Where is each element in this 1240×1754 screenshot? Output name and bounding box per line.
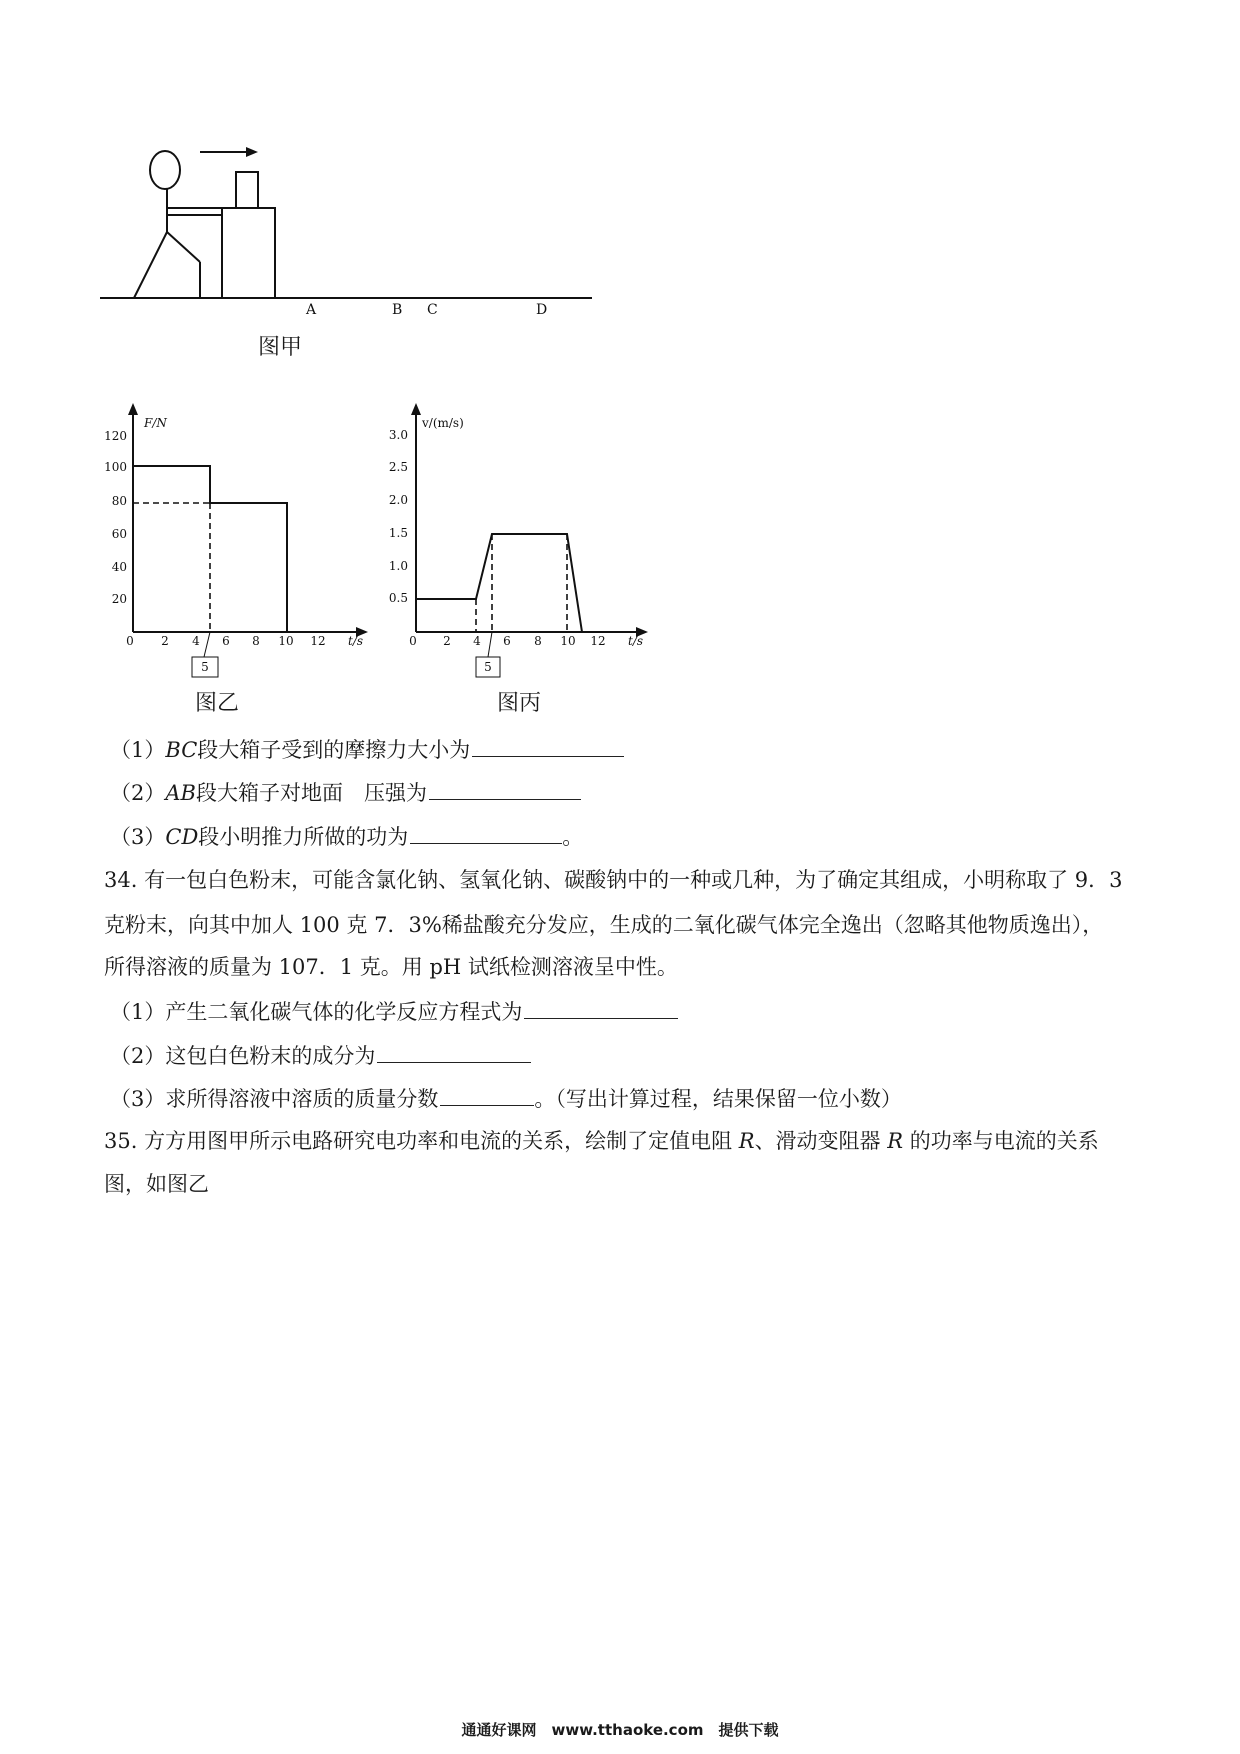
x-tick: 12 <box>310 634 326 648</box>
x-axis-label: t/s <box>348 634 364 648</box>
q34-line2: 克粉末，向其中加人 100 克 7．3%稀盐酸充分发应，生成的二氧化碳气体完全逸出（忽略其他物质逸出）， <box>104 913 1104 937</box>
x-tick: 6 <box>222 634 230 648</box>
x-tick: 4 <box>192 634 200 648</box>
point-a-label: A <box>306 302 317 318</box>
answer-blank[interactable] <box>440 1087 534 1106</box>
answer-blank[interactable] <box>429 781 581 800</box>
y-tick: 60 <box>111 527 127 541</box>
answer-blank[interactable] <box>377 1044 531 1063</box>
q34-line3: 所得溶液的质量为 107．1 克。用 pH 试纸检测溶液呈中性。 <box>104 955 678 979</box>
q34-line1: 34. 有一包白色粉末，可能含氯化钠、氢氧化钠、碳酸钠中的一种或几种，为了确定其组成，小明称取了 9．3 <box>104 868 1123 892</box>
q35-line1: 35. 方方用图甲所示电路研究电功率和电流的关系，绘制了定值电阻 R、滑动变阻器 R 的功率与电流的关系 <box>104 1129 1099 1153</box>
q33-part1: （1）BC段大箱子受到的摩擦力大小为 <box>110 738 624 761</box>
answer-blank[interactable] <box>472 738 624 757</box>
figure-bing <box>380 395 660 685</box>
x-tick: 4 <box>473 634 481 648</box>
y-tick: 40 <box>111 560 127 574</box>
velocity-line <box>416 534 582 632</box>
point-b-label: B <box>392 302 403 318</box>
caption-jia: 图甲 <box>258 335 303 360</box>
point-c-label: C <box>427 302 438 318</box>
q34-part1: （1）产生二氧化碳气体的化学反应方程式为 <box>110 1000 678 1023</box>
q33-part3: （3）CD段小明推力所做的功为 。 <box>110 825 584 849</box>
big-box <box>222 208 275 298</box>
y-axis-label: F/N <box>144 416 167 430</box>
point-d-label: D <box>536 302 548 318</box>
x-tick: 8 <box>534 634 542 648</box>
y-tick: 100 <box>104 460 127 474</box>
person-head <box>150 151 180 189</box>
q34-part3: （3）求所得溶液中溶质的质量分数 。（写出计算过程，结果保留一位小数） <box>110 1087 902 1111</box>
figure-yi <box>100 395 380 685</box>
answer-blank[interactable] <box>410 825 562 844</box>
time-box-label: 5 <box>201 660 209 674</box>
q33-part2: （2）AB段大箱子对地面 压强为 <box>110 781 581 804</box>
y-tick: 2.0 <box>388 493 408 507</box>
q35-line2: 图，如图乙 <box>104 1172 209 1196</box>
x-axis-label: t/s <box>628 634 644 648</box>
y-tick: 80 <box>111 494 127 508</box>
page-footer: 通通好课网 www.tthaoke.com 提供下载 <box>461 1721 779 1739</box>
caption-yi: 图乙 <box>195 691 240 716</box>
x-tick: 2 <box>443 634 451 648</box>
x-tick: 8 <box>252 634 260 648</box>
x-tick: 12 <box>590 634 606 648</box>
x-tick: 10 <box>278 634 294 648</box>
y-tick: 0.5 <box>388 591 408 605</box>
q34-part2: （2）这包白色粉末的成分为 <box>110 1044 531 1067</box>
x-tick: 0 <box>409 634 417 648</box>
x-tick: 2 <box>161 634 169 648</box>
y-tick: 120 <box>104 429 127 443</box>
x-tick: 0 <box>126 634 134 648</box>
figure-jia <box>100 140 680 360</box>
answer-blank[interactable] <box>524 1000 678 1019</box>
time-box-label: 5 <box>484 660 492 674</box>
x-tick: 6 <box>503 634 511 648</box>
small-box <box>236 172 258 208</box>
x-tick: 10 <box>560 634 576 648</box>
y-tick: 3.0 <box>388 428 408 442</box>
y-tick: 1.0 <box>388 559 408 573</box>
caption-bing: 图丙 <box>497 691 542 716</box>
y-tick: 20 <box>111 592 127 606</box>
y-tick: 2.5 <box>388 460 408 474</box>
y-tick: 1.5 <box>388 526 408 540</box>
y-axis-label: v/(m/s) <box>422 416 464 430</box>
